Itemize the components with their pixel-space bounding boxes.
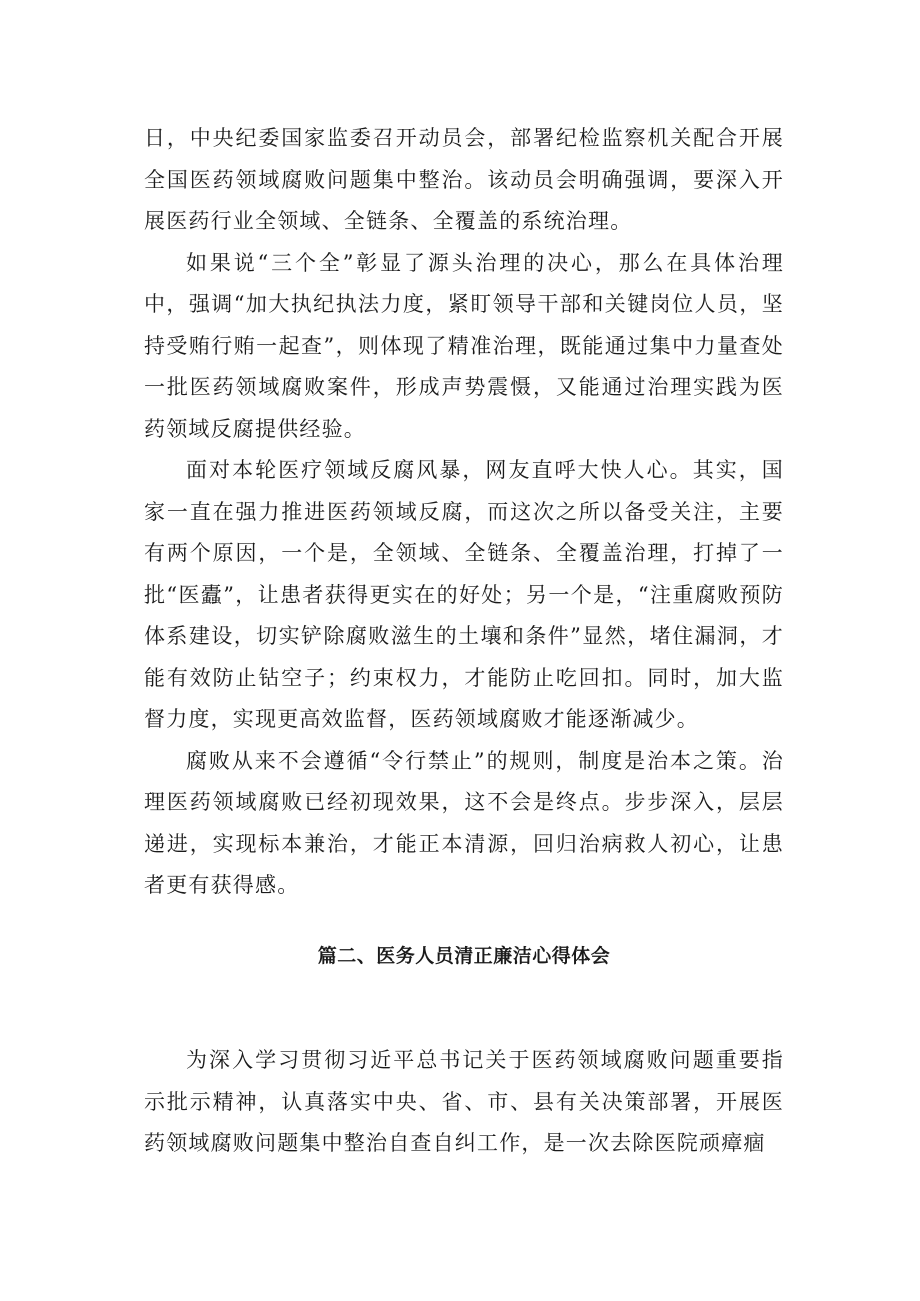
paragraph-3: 面对本轮医疗领域反腐风暴，网友直呼大快人心。其实，国家一直在强力推进医药领域反腐，而这次之所以备受关注，主要有两个原因，一个是，全领域、全链条、全覆盖治理，打掉了一批“医蠹”，让患者获得更实在的好处；另一个是，“注重腐败预防体系建设，切实铲除腐败滋生的土壤和条件”显然，堵住漏洞，才能有效防止钻空子；约束权力，才能防止吃回扣。同时，加大监督力度，实现更高效监督，医药领域腐败才能逐渐减少。 [144, 458, 784, 731]
body-text-section-1 [144, 118, 784, 907]
paragraph-1: 日，中央纪委国家监委召开动员会，部署纪检监察机关配合开展全国医药领域腐败问题集中整治。该动员会明确强调，要深入开展医药行业全领域、全链条、全覆盖的系统治理。 [144, 126, 784, 233]
paragraph-4: 腐败从来不会遵循“令行禁止”的规则，制度是治本之策。治理医药领域腐败已经初现效果，这不会是终点。步步深入，层层递进，实现标本兼治，才能正本清源，回归治病救人初心，让患者更有获得感。 [144, 748, 784, 897]
body-text-section-2 [144, 1040, 784, 1165]
paragraph-5: 为深入学习贯彻习近平总书记关于医药领域腐败问题重要指示批示精神，认真落实中央、省、市、县有关决策部署，开展医药领域腐败问题集中整治自查自纠工作，是一次去除医院顽瘴痼 [144, 1048, 784, 1155]
section-heading: 篇二、医务人员清正廉洁心得体会 [317, 945, 611, 967]
paragraph-2: 如果说“三个全”彰显了源头治理的决心，那么在具体治理中，强调“加大执纪执法力度，紧盯领导干部和关键岗位人员，坚持受贿行贿一起查”，则体现了精准治理，既能通过集中力量查处一批医药领域腐败案件，形成声势震慑，又能通过治理实践为医药领域反腐提供经验。 [144, 250, 784, 441]
